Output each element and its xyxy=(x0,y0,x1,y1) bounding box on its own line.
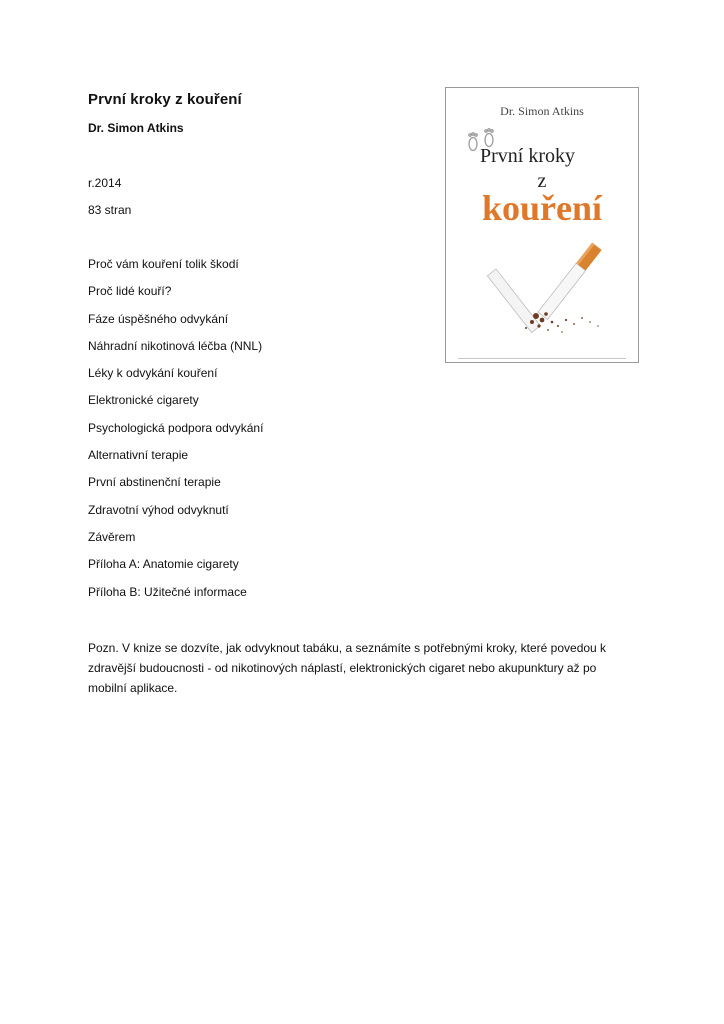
cover-title-line2: z xyxy=(537,170,547,192)
toc-item: Náhradní nikotinová léčba (NNL) xyxy=(88,338,263,353)
cover-title-line3: kouření xyxy=(481,188,603,228)
toc-item: Proč lidé kouří? xyxy=(88,284,172,299)
book-note: Pozn. V knize se dozvíte, jak odvyknout tabáku, a seznámíte s potřebnými kroky, které povedou k zdravější budoucnosti - od nikotinových náplastí, elektronických cigaret nebo akupunktury až po mobilní aplikace. xyxy=(88,641,607,695)
toc-item: Psychologická podpora odvykání xyxy=(88,420,264,435)
page-count: 83 stran xyxy=(88,203,132,217)
toc-item: Zdravotní výhod odvyknutí xyxy=(88,502,229,517)
toc-item: Proč vám kouření tolik škodí xyxy=(88,257,239,271)
table-of-contents xyxy=(88,257,263,612)
document-author: Dr. Simon Atkins xyxy=(88,121,184,135)
book-cover xyxy=(445,87,639,363)
cover-author: Dr. Simon Atkins xyxy=(500,104,584,118)
toc-item: Příloha B: Užitečné informace xyxy=(88,584,247,599)
document-title: První kroky z kouření xyxy=(88,91,242,108)
toc-item: Závěrem xyxy=(88,529,136,544)
toc-item: Léky k odvykání kouření xyxy=(88,366,218,381)
cover-title-line1: První kroky xyxy=(480,145,575,167)
broken-cigarette-image xyxy=(486,234,626,344)
publication-year: r.2014 xyxy=(88,176,122,190)
toc-item: Alternativní terapie xyxy=(88,448,189,463)
toc-item: První abstinenční terapie xyxy=(88,475,221,490)
toc-item: Fáze úspěšného odvykání xyxy=(88,311,229,326)
toc-item: Příloha A: Anatomie cigarety xyxy=(88,557,239,572)
cover-divider xyxy=(458,358,626,359)
toc-item: Elektronické cigarety xyxy=(88,393,199,408)
